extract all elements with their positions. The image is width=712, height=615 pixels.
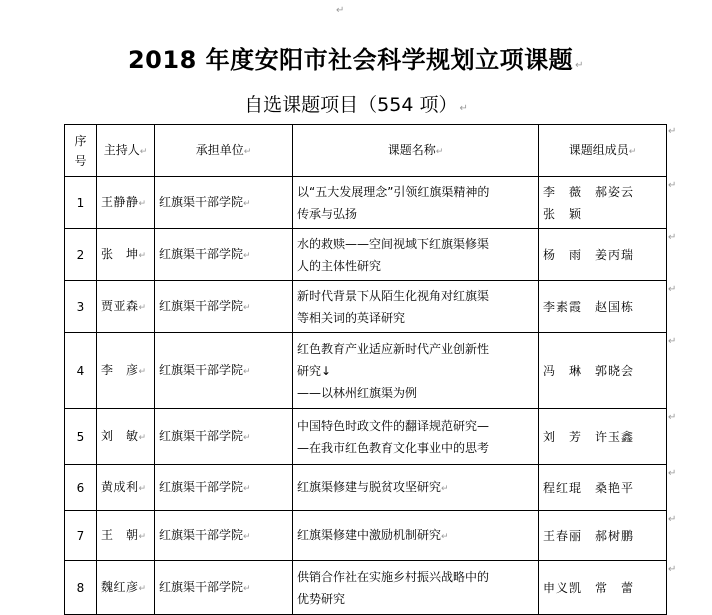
page-subtitle: 自选课题项目（554 项） ↵ (244, 94, 468, 116)
header-no: 序 号 (65, 125, 97, 177)
cell-host: 王 朝↵ (97, 511, 155, 561)
cell-host: 张 坤↵ (97, 229, 155, 281)
cell-name: 以“五大发展理念”引领红旗渠精神的 传承与弘扬 (293, 177, 539, 229)
cell-host: 黄成利↵ (97, 465, 155, 511)
cell-host: 李 彦↵ (97, 333, 155, 409)
row-end-mark: ↵ (668, 514, 677, 525)
project-table (64, 124, 667, 615)
cell-unit: 红旗渠干部学院↵ (155, 229, 293, 281)
cell-name: 红旗渠修建中激励机制研究↵ (293, 511, 539, 561)
table-header-row (65, 125, 667, 177)
cell-members: 李 薇 郝姿云 张 颖 (539, 177, 667, 229)
cell-unit: 红旗渠干部学院↵ (155, 561, 293, 615)
cell-members: 刘 芳 许玉鑫 (539, 409, 667, 465)
cell-unit: 红旗渠干部学院↵ (155, 465, 293, 511)
cell-unit: 红旗渠干部学院↵ (155, 511, 293, 561)
cell-no: 4 (65, 333, 97, 409)
header-members: 课题组成员↵ (539, 125, 667, 177)
cell-no: 2 (65, 229, 97, 281)
cell-no: 7 (65, 511, 97, 561)
row-end-mark: ↵ (668, 284, 677, 295)
cell-no: 1 (65, 177, 97, 229)
cell-host: 魏红彦↵ (97, 561, 155, 615)
table-row (65, 333, 667, 409)
paragraph-mark: ↵ (336, 5, 345, 16)
header-unit: 承担单位↵ (155, 125, 293, 177)
table-row (65, 281, 667, 333)
cell-host: 贾亚森↵ (97, 281, 155, 333)
table-row (65, 465, 667, 511)
table-row (65, 229, 667, 281)
cell-members: 王春丽 郝树鹏 (539, 511, 667, 561)
cell-host: 刘 敏↵ (97, 409, 155, 465)
cell-no: 8 (65, 561, 97, 615)
cell-name: 中国特色时政文件的翻译规范研究— —在我市红色教育文化事业中的思考 (293, 409, 539, 465)
row-end-mark: ↵ (668, 336, 677, 347)
cell-name: 新时代背景下从陌生化视角对红旗渠 等相关词的英译研究 (293, 281, 539, 333)
table-row (65, 409, 667, 465)
cell-no: 3 (65, 281, 97, 333)
cell-name: 红色教育产业适应新时代产业创新性 研究↓ ——以林州红旗渠为例 (293, 333, 539, 409)
header-name: 课题名称↵ (293, 125, 539, 177)
cell-name: 水的救赎——空间视域下红旗渠修渠 人的主体性研究 (293, 229, 539, 281)
row-end-mark: ↵ (668, 126, 677, 137)
cell-members: 申义凯 常 蕾 (539, 561, 667, 615)
row-end-mark: ↵ (668, 232, 677, 243)
row-end-mark: ↵ (668, 468, 677, 479)
cell-members: 李素霞 赵国栋 (539, 281, 667, 333)
cell-unit: 红旗渠干部学院↵ (155, 333, 293, 409)
row-end-mark: ↵ (668, 564, 677, 575)
cell-name: 红旗渠修建与脱贫攻坚研究↵ (293, 465, 539, 511)
cell-members: 程红琨 桑艳平 (539, 465, 667, 511)
cell-unit: 红旗渠干部学院↵ (155, 177, 293, 229)
table-row (65, 177, 667, 229)
cell-unit: 红旗渠干部学院↵ (155, 409, 293, 465)
table-row (65, 511, 667, 561)
page-title: 2018 年度安阳市社会科学规划立项课题 ↵ (127, 46, 585, 74)
cell-no: 5 (65, 409, 97, 465)
cell-members: 冯 琳 郭晓会 (539, 333, 667, 409)
row-end-mark: ↵ (668, 180, 677, 191)
cell-members: 杨 雨 姜丙瑞 (539, 229, 667, 281)
cell-name: 供销合作社在实施乡村振兴战略中的 优势研究 (293, 561, 539, 615)
row-end-mark: ↵ (668, 412, 677, 423)
cell-no: 6 (65, 465, 97, 511)
header-host: 主持人↵ (97, 125, 155, 177)
table-row (65, 561, 667, 615)
cell-host: 王静静↵ (97, 177, 155, 229)
cell-unit: 红旗渠干部学院↵ (155, 281, 293, 333)
